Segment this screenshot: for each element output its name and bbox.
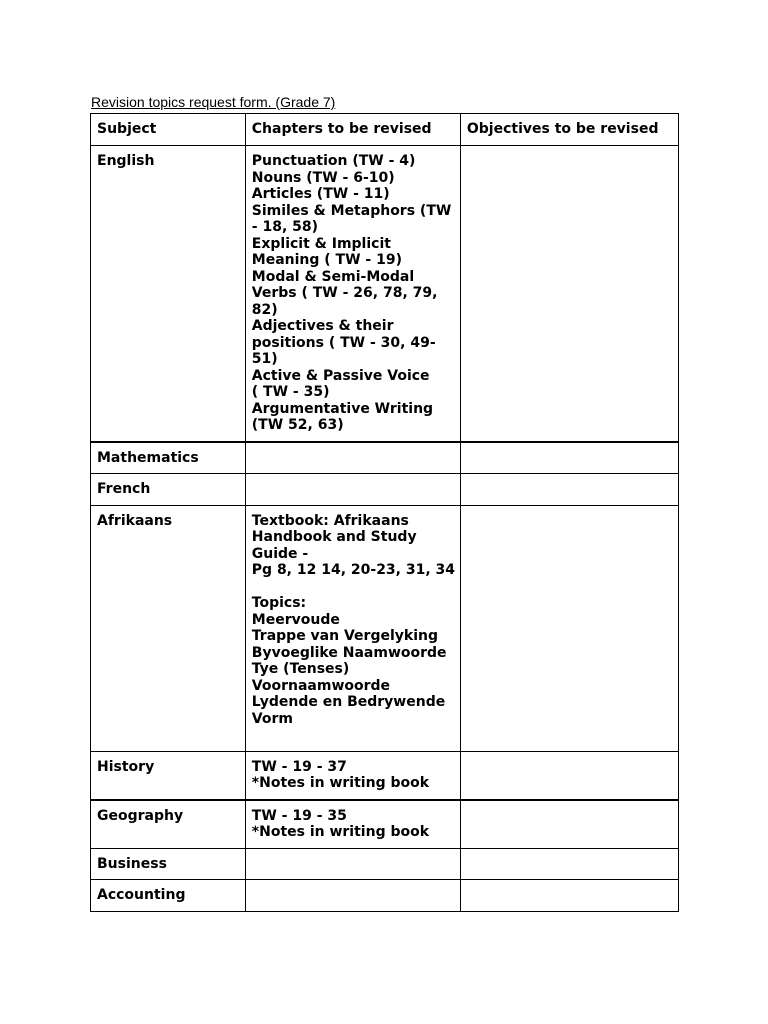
chapter-line: Handbook and Study: [251, 529, 417, 545]
header-subject: Subject: [91, 114, 246, 146]
chapter-line: Articles (TW - 11): [251, 186, 390, 202]
objectives-cell: [460, 751, 678, 800]
chapter-line: Similes & Metaphors (TW: [251, 202, 452, 219]
table-row-history: [91, 751, 679, 800]
chapters-cell: [245, 505, 460, 751]
objectives-cell: [460, 800, 678, 849]
table-row-accounting: [91, 880, 679, 912]
chapter-line: Lydende en Bedrywende: [251, 694, 446, 710]
table-row-english: [91, 146, 679, 442]
subject-cell: English: [91, 146, 246, 442]
chapter-line: ( TW - 35): [251, 384, 330, 400]
chapter-line: TW - 19 - 35: [251, 807, 347, 824]
chapter-line: positions ( TW - 30, 49-: [251, 334, 436, 351]
chapter-line: Voornaamwoorde: [251, 677, 391, 694]
chapter-line: Topics:: [251, 595, 307, 611]
chapter-line: Meervoude: [251, 611, 340, 628]
objectives-cell: [460, 880, 678, 912]
chapter-line: Active & Passive Voice: [251, 367, 430, 384]
table-row-mathematics: [91, 442, 679, 474]
chapter-line: 51): [251, 351, 278, 367]
chapter-line: Adjectives & their: [251, 318, 394, 334]
chapter-line: Guide -: [251, 545, 309, 562]
chapter-line: Textbook: Afrikaans: [251, 512, 409, 529]
chapter-line: - 18, 58): [251, 219, 319, 235]
subject-cell: Accounting: [91, 880, 246, 912]
chapter-line: Byvoeglike Naamwoorde: [251, 644, 447, 661]
chapter-line: Pg 8, 12 14, 20-23, 31, 34: [251, 562, 456, 578]
chapters-cell: [245, 848, 460, 880]
chapter-line: *Notes in writing book: [251, 775, 430, 791]
chapters-cell: [245, 146, 460, 442]
chapter-line: Trappe van Vergelyking: [251, 628, 438, 644]
table-row-french: [91, 474, 679, 506]
table-row-geography: [91, 800, 679, 849]
chapters-cell: [245, 800, 460, 849]
chapters-cell: [245, 751, 460, 800]
table-header-row: [91, 114, 679, 146]
chapter-line: Modal & Semi-Modal: [251, 268, 415, 285]
subject-cell: French: [91, 474, 246, 506]
table-row-afrikaans: [91, 505, 679, 751]
subject-cell: History: [91, 751, 246, 800]
chapter-line: Argumentative Writing: [251, 400, 434, 417]
chapter-line: Explicit & Implicit: [251, 235, 391, 252]
chapter-line: (TW 52, 63): [251, 417, 344, 433]
chapter-line: Vorm: [251, 710, 293, 727]
page-title: Revision topics request form. (Grade 7): [91, 94, 336, 110]
chapter-line: Tye (Tenses): [251, 661, 350, 677]
chapter-line-blank: [252, 579, 454, 596]
chapter-line: *Notes in writing book: [251, 824, 430, 840]
chapters-cell: [245, 474, 460, 506]
chapter-line: 82): [251, 301, 278, 318]
chapters-cell: [245, 442, 460, 474]
header-chapters: Chapters to be revised: [245, 114, 460, 146]
chapters-cell: [245, 880, 460, 912]
table-row-business: [91, 848, 679, 880]
objectives-cell: [460, 505, 678, 751]
chapter-line: Verbs ( TW - 26, 78, 79,: [251, 285, 438, 301]
objectives-cell: [460, 848, 678, 880]
revision-table: [90, 113, 679, 912]
subject-cell: Geography: [91, 800, 246, 849]
chapter-line: Meaning ( TW - 19): [251, 252, 402, 268]
header-objectives: Objectives to be revised: [460, 114, 678, 146]
subject-cell: Afrikaans: [91, 505, 246, 751]
objectives-cell: [460, 146, 678, 442]
chapter-line: Punctuation (TW - 4): [251, 153, 416, 169]
subject-cell: Mathematics: [91, 442, 246, 474]
objectives-cell: [460, 442, 678, 474]
chapter-line: TW - 19 - 37: [251, 758, 347, 775]
chapter-line: Nouns (TW - 6-10): [251, 169, 395, 186]
subject-cell: Business: [91, 848, 246, 880]
objectives-cell: [460, 474, 678, 506]
